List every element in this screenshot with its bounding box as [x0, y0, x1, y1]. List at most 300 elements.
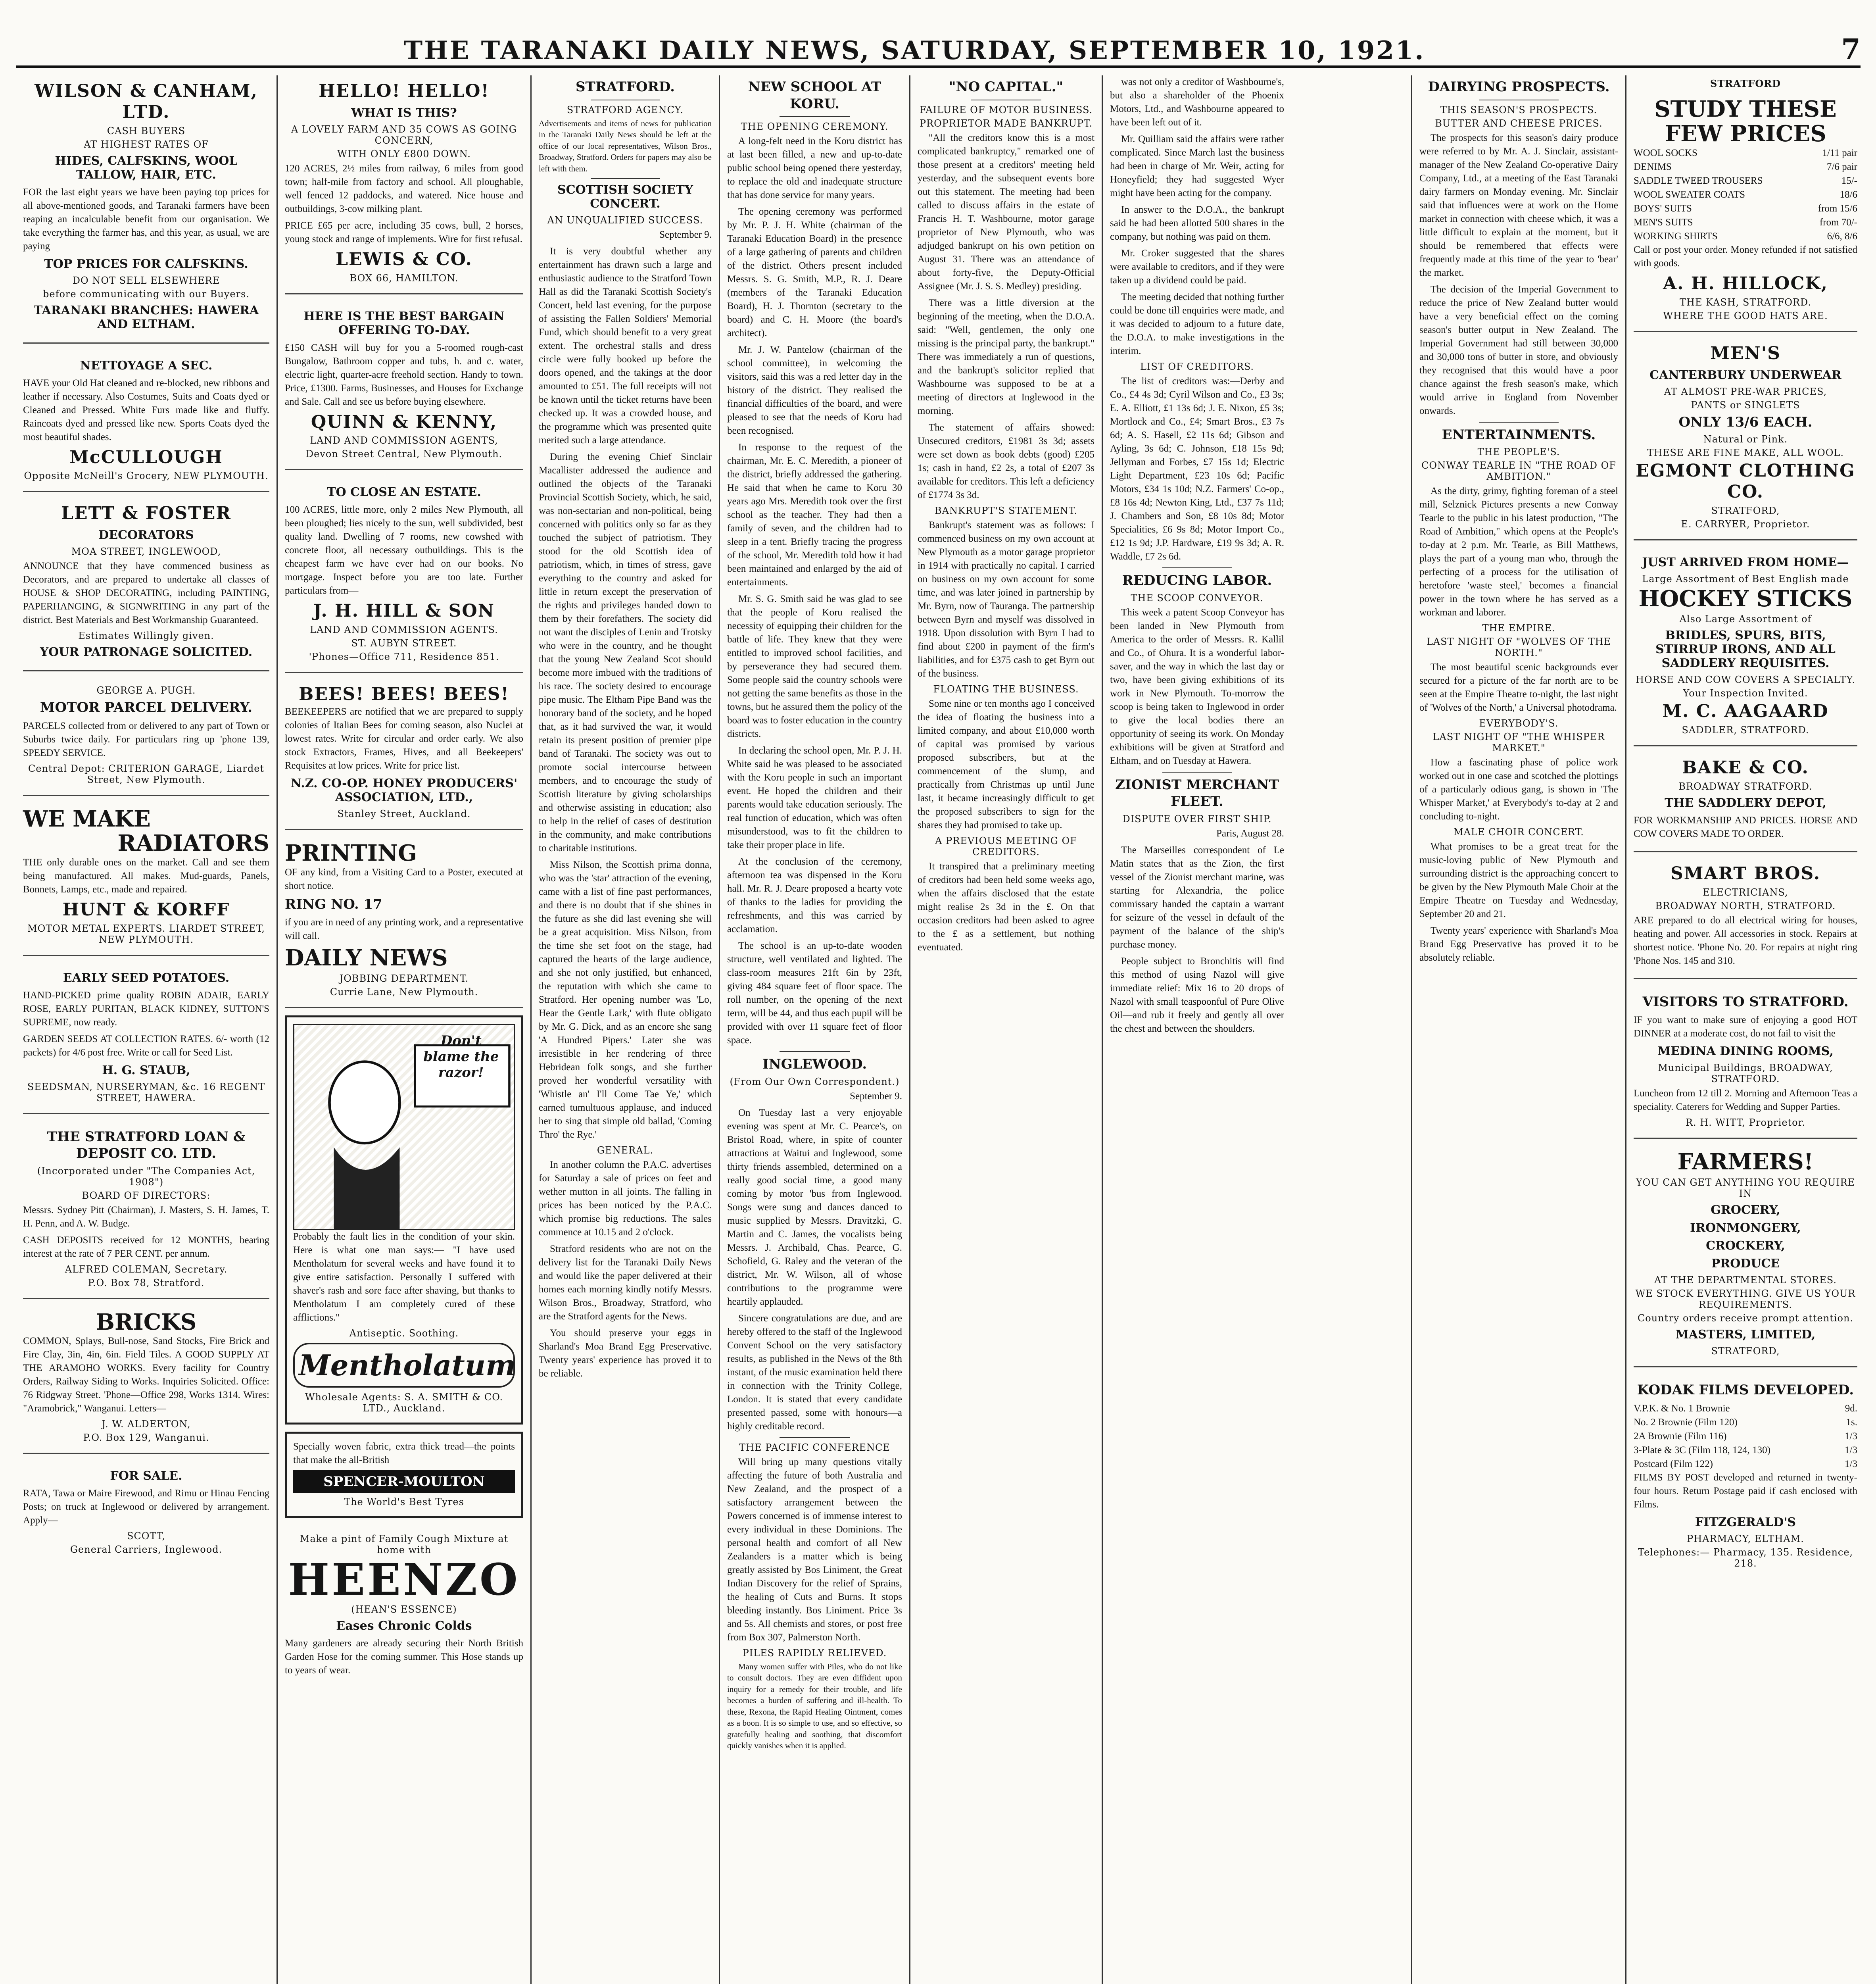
price-item: BOYS' SUITS: [1634, 203, 1692, 214]
article-heading: BANKRUPT'S STATEMENT.: [935, 505, 1077, 516]
ad-name: LETT & FOSTER: [61, 503, 231, 524]
article-date: September 9.: [659, 229, 712, 240]
ad-line: DO NOT SELL ELSEWHERE: [72, 275, 220, 286]
ad-line: AT HIGHEST RATES OF: [84, 138, 209, 150]
ad-name: MEDINA DINING ROOMS,: [1657, 1044, 1834, 1059]
ad-line: Natural or Pink.: [1703, 434, 1788, 445]
ad-body: HAVE your Old Hat cleaned and re-blocked, new ribbons and leather if necessary. Also Costumes, Suits and Coats dyed or Cleaned and Pressed. White Furs made like and fluffy. Raincoats dyed and pressed like new. Sports Coats dyed the most beautiful shades.: [23, 377, 269, 442]
price-value: 1/3: [1845, 1445, 1857, 1456]
ad-lett-foster: [23, 498, 269, 671]
ad-line: Estimates Willingly given.: [78, 630, 214, 642]
divider: [1479, 422, 1558, 423]
ad-line: ELECTRICIANS,: [1703, 886, 1788, 898]
divider: [591, 178, 660, 179]
price-item: 3-Plate & 3C (Film 118, 124, 130): [1634, 1445, 1770, 1456]
price-item: 2A Brownie (Film 116): [1634, 1431, 1727, 1442]
razor-man-illustration: [293, 1024, 515, 1230]
ad-title: STUDY THESE FEW PRICES: [1654, 96, 1837, 147]
ad-line: CANTERBURY UNDERWEAR: [1649, 368, 1841, 382]
ad-name: N.Z. CO-OP. HONEY PRODUCERS' ASSOCIATION, LTD.,: [290, 776, 518, 804]
divider: [780, 116, 849, 117]
ad-line: LAND AND COMMISSION AGENTS.: [310, 624, 498, 636]
article-paragraph: Mr. Quilliam said the affairs were rather complicated. Since March last the business had been in charge of Mr. Weir, acting for Honeyfield; they had suggested Wyer might have been acting for the company.: [1110, 134, 1284, 198]
article-subheading: CONWAY TEARLE IN "THE ROAD OF AMBITION.": [1421, 460, 1616, 482]
ad-line: Antiseptic. Soothing.: [349, 1327, 459, 1339]
price-row: [1634, 202, 1857, 215]
article-paragraph: Mr. S. G. Smith said he was glad to see that the people of Koru realised the necessity of equipping their children for the battle of life. They knew that they were entitled to improved school facilities, and by perseverance they had secured them. Some people said the country schools were not getting the same benefits as those in the towns, but he assured them the policy of the board was to foster education in the country districts.: [727, 594, 902, 739]
price-row: [1634, 146, 1857, 160]
article-paragraph: In response to the request of the chairman, Mr. E. C. Meredith, a pioneer of the district, briefly addressed the gathering. He said that when he came to Koru 30 years ago Mrs. Meredith took over the first school as the teacher. They had then a family of seven, and the children had to sleep in a tent. Briefly tracing the progress of the school, Mr. Meredith told how it had been maintained and enlarged by the aid of entertainments.: [727, 442, 902, 588]
ad-name: H. G. STAUB,: [102, 1063, 190, 1077]
article-body: Advertisements and items of news for publication in the Taranaki Daily News should be left at the office of our local representatives, Wilson Bros., Broadway, Stratford. Orders for papers may also be left with them.: [539, 118, 712, 173]
article-paragraph: At the conclusion of the ceremony, afternoon tea was dispensed in the Koru hall. Mr. R. J. Deare proposed a hearty vote of thanks to the ladies for providing the refreshments, and this was carried by acclamation.: [727, 856, 902, 934]
price-row: [1634, 1457, 1857, 1471]
ad-body: ANNOUNCE that they have commenced business as Decorators, and are prepared to undertake all classes of HOUSE & SHOP DECORATING, including PAINTING, PAPERHANGING, & SIGNWRITING in any part of the district. Best Materials and Best Workmanship Guaranteed.: [23, 561, 269, 626]
price-item: No. 2 Brownie (Film 120): [1634, 1417, 1738, 1428]
article-paragraph: It is very doubtful whether any entertainment has drawn such a large and enthusiastic audience to the Stratford Town Hall as did the Taranaki Scottish Society's Concert, held last evening, for the purpose of assisting the Fallen Soldiers' Memorial Fund, which should benefit to a very great extent. The orchestral stalls and dress circle were fully booked up before the doors opened, and the takings at the door amounted to £51. The full receipts will not be known until the ticket returns have been checked up. It was a crowded house, and the programme which was presented quite merited such a large attendance.: [539, 246, 712, 446]
column-4: [720, 75, 910, 1984]
column-5: [910, 75, 1103, 1984]
ad-line: YOU CAN GET ANYTHING YOU REQUIRE IN: [1636, 1177, 1855, 1199]
column-8: [1626, 75, 1864, 1984]
price-item: WORKING SHIRTS: [1634, 231, 1718, 242]
ad-name: MASTERS, LIMITED,: [1675, 1327, 1816, 1342]
article-subheading: THE SCOOP CONVEYOR.: [1131, 592, 1263, 604]
article-paragraph: The opening ceremony was performed by Mr. P. J. H. White (chairman of the Taranaki Education Board) in the presence of a large gathering of parents and children of the district. Others present included Messrs. S. G. Smith, M.P., R. J. Deare (members of the Taranaki Education Board), H. J. Thornton (secretary to the board) and C. H. Moore (the board's architect).: [727, 206, 902, 338]
ad-line: Telephones:— Pharmacy, 135. Residence, 218.: [1638, 1547, 1853, 1569]
ad-line: CROCKERY,: [1706, 1238, 1785, 1253]
article-paragraph: The statement of affairs showed: Unsecured creditors, £1981 3s 3d; assets were set down as book debts (good) £205 1s; cash in hand, £2 2s, a total of £207 3s available for creditors. This left a deficiency of £1774 3s 3d.: [918, 422, 1094, 500]
ad-kodak: [1634, 1373, 1857, 1579]
ad-address: PHARMACY, ELTHAM.: [1687, 1533, 1804, 1545]
ad-line: BRIDLES, SPURS, BITS, STIRRUP IRONS, AND ALL SADDLERY REQUISITES.: [1655, 629, 1836, 671]
ad-line: WE STOCK EVERYTHING. GIVE US YOUR REQUIREMENTS.: [1635, 1288, 1856, 1310]
ad-line: IRONMONGERY,: [1690, 1221, 1801, 1235]
column-2: [278, 75, 532, 1984]
ad-address: STRATFORD,: [1711, 1345, 1780, 1357]
article-paragraph: In another column the P.A.C. advertises for Saturday a sale of prices on feet and wether mutton in all joints. The falling in prices has been noticed by the P.A.C. which promise big reductions. The sales commence at 10.15 and 2 o'clock.: [539, 1159, 712, 1238]
price-item: WOOL SWEATER COATS: [1634, 189, 1745, 200]
ad-line: Wholesale Agents: S. A. SMITH & CO. LTD., Auckland.: [305, 1391, 503, 1414]
ad-line: LAND AND COMMISSION AGENTS,: [310, 435, 498, 446]
ad-name: SMART BROS.: [1670, 863, 1821, 884]
price-value: from 70/-: [1819, 217, 1857, 228]
article-paragraph: As the dirty, grimy, fighting foreman of a steel mill, Selznick Pictures presents a new Conway Tearle to the public in his latest production, "The Road of Ambition," which opens at the People's to-day at 2 p.m. Mr. Tearle, as Bill Matthews, plays the part of a young man who, through the perfecting of a process for the utilisation of heretofore 'waste steel,' becomes a financial power in the town where he has served as a workman and laborer.: [1419, 486, 1618, 618]
ad-line: TARANAKI BRANCHES: HAWERA AND ELTHAM.: [33, 303, 259, 331]
ad-stratford-loan: [23, 1120, 269, 1299]
ad-name: J. H. HILL & SON: [313, 601, 495, 621]
article-paragraph: Bankrupt's statement was as follows: I commenced business on my own account at New Plymouth as a motor garage proprietor in 1914 with practically no capital. I carried on business on my own account for some time, and was later joined in partnership by Mr. Byrn, now of Tauranga. The partnership between Byrn and myself was dissolved in 1918. Upon dissolution with Byrn I had to find about £200 in payment of the firm's liabilities, and for £375 cash to get Byrn out of the business.: [918, 519, 1094, 679]
ad-body: RATA, Tawa or Maire Firewood, and Rimu or Hinau Fencing Posts; on truck at Inglewood or delivered by arrangement. Apply—: [23, 1488, 269, 1526]
ad-study-prices: [1634, 92, 1857, 332]
article-heading: NEW SCHOOL AT KORU.: [748, 79, 881, 112]
ad-name: LEWIS & CO.: [336, 249, 472, 269]
ad-line: Also Large Assortment of: [1679, 613, 1812, 625]
ad-title: RADIATORS: [117, 830, 269, 857]
ad-body: THE only durable ones on the market. Call and see them being manufactured. All makes. Mud-guards, Panels, Bonnets, Lamps, etc., made and repaired.: [23, 857, 269, 895]
article-paragraph: Some nine or ten months ago I conceived the idea of floating the business into a limited company, and about £10,000 worth of capital was promised by various proposed subscribers, but at the commencement of the slump, and practically from Christmas up until June last, it became increasingly difficult to get the proposed subscribers to sign for the shares they had promised to take up.: [918, 698, 1094, 831]
article-heading: PILES RAPIDLY RELIEVED.: [742, 1647, 887, 1659]
ad-name: FITZGERALD'S: [1695, 1515, 1796, 1530]
newspaper-title: THE TARANAKI DAILY NEWS, SATURDAY, SEPTEMBER 10, 1921.: [403, 36, 1425, 65]
ad-title: WILSON & CANHAM, LTD.: [35, 81, 258, 122]
price-item: DENIMS: [1634, 161, 1672, 173]
article-subheading: THE OPENING CEREMONY.: [741, 121, 889, 132]
price-item: WOOL SOCKS: [1634, 148, 1697, 159]
article-subheading: DISPUTE OVER FIRST SHIP.: [1122, 813, 1272, 825]
article-paragraph: Mr. Croker suggested that the shares were available to creditors, and if they were taken up a dividend could be paid.: [1110, 248, 1284, 286]
ad-caption: Don't blame the razor!: [423, 1033, 499, 1081]
ad-address: ST. AUBYN STREET.: [351, 638, 457, 649]
article-heading: SCOTTISH SOCIETY CONCERT.: [557, 183, 693, 211]
ad-line: E. CARRYER, Proprietor.: [1681, 518, 1810, 530]
ad-name: QUINN & KENNY,: [311, 411, 497, 432]
price-value: 1s.: [1846, 1417, 1857, 1428]
column-6: [1103, 75, 1412, 1984]
ad-body: OF any kind, from a Visiting Card to a Poster, executed at short notice.: [285, 867, 523, 891]
article-paragraph: People subject to Bronchitis will find this method of using Nazol will give immediate relief: Mix 16 to 20 drops of Nazol with small teaspoonful of Pure Olive Oil—and rub it freely and gently all over the chest and between the shoulders.: [1110, 955, 1284, 1034]
ad-wilson-canham: [23, 75, 269, 344]
price-item: Postcard (Film 122): [1634, 1459, 1713, 1470]
ad-title: MEN'S: [1710, 343, 1781, 363]
article-subheading: LAST NIGHT OF "WOLVES OF THE NORTH.": [1426, 636, 1611, 658]
ad-title: HERE IS THE BEST BARGAIN OFFERING TO-DAY.: [303, 309, 505, 337]
ad-line: JOBBING DEPARTMENT.: [339, 973, 469, 984]
ad-address: P.O. Box 78, Stratford.: [88, 1277, 205, 1288]
ad-address: BROADWAY NORTH, STRATFORD.: [1655, 900, 1836, 911]
article-paragraph: The meeting decided that nothing further could be done till enquiries were made, and it was decided to adjourn to a future date, the D.O.A. to make investigations in the interim.: [1110, 292, 1284, 356]
article-subheading: PROPRIETOR MADE BANKRUPT.: [919, 117, 1093, 129]
ad-body: FOR the last eight years we have been paying top prices for all above-mentioned goods, and Taranaki farmers have been reaping an incalculable benefit from our organisation. We take everything the farmer has, and this year, as usual, we are paying: [23, 186, 269, 252]
article-subheading: LAST NIGHT OF "THE WHISPER MARKET.": [1432, 731, 1605, 754]
ad-line: (HEAN'S ESSENCE): [351, 1604, 457, 1615]
article-subheading: EVERYBODY'S.: [1479, 718, 1559, 729]
ad-address: STRATFORD,: [1711, 505, 1780, 516]
article-heading: LIST OF CREDITORS.: [1140, 361, 1254, 372]
ad-bricks: [23, 1305, 269, 1454]
ad-title: NETTOYAGE A SEC.: [80, 358, 213, 373]
ad-line: DECORATORS: [98, 528, 194, 542]
article-subheading: MALE CHOIR CONCERT.: [1454, 827, 1584, 838]
column-3: [532, 75, 720, 1984]
ad-body: Call or post your order. Money refunded if not satisfied with goods.: [1634, 244, 1857, 269]
ad-line: BOARD OF DIRECTORS:: [82, 1190, 211, 1201]
ad-address: Stanley Street, Auckland.: [337, 808, 471, 819]
ad-hello: [285, 75, 523, 294]
price-row: [1634, 1443, 1857, 1457]
ad-title: HOCKEY STICKS: [1638, 585, 1853, 612]
article-heading: THE PACIFIC CONFERENCE: [739, 1442, 890, 1453]
article-heading: ENTERTAINMENTS.: [1442, 427, 1596, 443]
price-value: 1/3: [1845, 1459, 1857, 1470]
article-heading: DAIRYING PROSPECTS.: [1428, 79, 1610, 95]
article-subheading: AN UNQUALIFIED SUCCESS.: [547, 215, 703, 226]
article-paragraph: Many women suffer with Piles, who do not like to consult doctors. They are even diffident upon inquiry for a remedy for their trouble, and life becomes a burden of suffering and ill-health. To these, Rexona, the Rapid Healing Ointment, comes as a boon. It is so simple to use, and so effective, so gratefully healing and soothing, that discomfort quickly vanishes when it is applied.: [727, 1661, 902, 1751]
article-paragraph: The decision of the Imperial Government to reduce the price of New Zealand butter would have a very beneficial effect on the coming season's butter output in New Zealand. The Imperial Government had still between 30,000 and 30,000 tons of butter in store, and obviously they recognised that this would have a poor chance against the fresh season's make, which would arrive in England from November onwards.: [1419, 284, 1618, 416]
page-number: 7: [1841, 33, 1861, 65]
ad-address: SADDLER, STRATFORD.: [1682, 725, 1809, 736]
ad-hunt-korff: [23, 802, 269, 956]
ad-name: SCOTT,: [127, 1530, 166, 1542]
ad-body: GARDEN SEEDS AT COLLECTION RATES. 6/- worth (12 packets) for 4/6 post free. Write or call for Seed List.: [23, 1033, 269, 1058]
ad-masters: [1634, 1144, 1857, 1367]
article-paragraph: What promises to be a great treat for the music-loving public of New Plymouth and surrounding district is the approaching concert to be given by the New Plymouth Male Choir at the Empire Theatre on Tuesday and Wednesday, September 20 and 21.: [1419, 841, 1618, 919]
ad-line: WHERE THE GOOD HATS ARE.: [1663, 310, 1828, 321]
article-paragraph: Stratford residents who are not on the delivery list for the Taranaki Daily News and would like the paper delivered at their homes each morning kindly notify Messrs. Wilson Bros., Broadway, Stratford, who are the Stratford agents for the News.: [539, 1244, 712, 1322]
article-paragraph: On Tuesday last a very enjoyable evening was spent at Mr. C. Pearce's, on Bristol Road, where, in spite of counter attractions at Waitui and Inglewood, some thirty friends assembled, determined on a really good social time, a good many coming by motor 'bus from Inglewood. Songs were sung and dances danced to music supplied by Messrs. Dravitzki, G. Martin and C. James, the vocalists being Messrs. J. Archibald, Chas. Pearce, G. Schofield, G. Raley and the veteran of the district, Mr. W. Wilson, all of whose contributions to the programme were heartily applauded.: [727, 1107, 902, 1307]
article-subheading: (From Our Own Correspondent.): [730, 1076, 900, 1087]
article-subheading: THIS SEASON'S PROSPECTS.: [1440, 104, 1598, 115]
ad-name: BAKE & CO.: [1682, 757, 1809, 778]
ad-name: J. W. ALDERTON,: [102, 1419, 191, 1430]
ad-name: GEORGE A. PUGH.: [96, 685, 196, 696]
price-item: SADDLE TWEED TROUSERS: [1634, 175, 1763, 186]
ad-name: HUNT & KORFF: [62, 899, 230, 920]
ad-address: General Carriers, Inglewood.: [70, 1544, 223, 1555]
ad-address: Central Depot: CRITERION GARAGE, Liardet Street, New Plymouth.: [28, 763, 265, 785]
ad-body: BEEKEEPERS are notified that we are prepared to supply colonies of Italian Bees for coming season, also Nuclei at lowest rates. Write for circular and order early. We also stock Extractors, Frames, Hives, and all Beekeepers' Requisites at low prices. Write for price list.: [285, 706, 523, 771]
ad-line: AT THE DEPARTMENTAL STORES.: [1654, 1274, 1837, 1286]
ad-name: SPENCER-MOULTON: [293, 1470, 515, 1494]
ad-name: THE STRATFORD LOAN & DEPOSIT CO. LTD.: [47, 1128, 246, 1162]
article-paragraph: The school is an up-to-date wooden structure, well ventilated and lighted. The class-room measures 21ft 6in by 23ft, giving 484 square feet of floor space. The roll number, on the opening of the next term, will be 44, and thus each pupil will be provided with over 11 square feet of floor space.: [727, 940, 902, 1046]
ad-line: Make a pint of Family Cough Mixture at home with: [300, 1533, 509, 1556]
ad-address: MOA STREET, INGLEWOOD,: [71, 546, 221, 558]
ad-egmont-clothing: [1634, 338, 1857, 540]
ad-title: EARLY SEED POTATOES.: [63, 971, 230, 985]
ad-line: Country orders receive prompt attention.: [1637, 1312, 1854, 1324]
ad-body: Messrs. Sydney Pitt (Chairman), J. Masters, S. H. James, T. H. Penn, and A. W. Budge.: [23, 1204, 269, 1229]
ad-line: THE SADDLERY DEPOT,: [1665, 796, 1826, 810]
masthead: [16, 33, 1861, 68]
ad-line: HIDES, CALFSKINS, WOOL TALLOW, HAIR, ETC.: [55, 154, 238, 182]
ad-line: PRODUCE: [1711, 1256, 1780, 1271]
ad-title: FARMERS!: [1677, 1149, 1814, 1175]
article-paragraph: In declaring the school open, Mr. P. J. H. White said he was pleased to be associated with the Koru people in such an important event. He hoped the children and their parents would take education seriously. The real function of education, which was often misunderstood, was to fit the children to take their proper place in life.: [727, 745, 902, 850]
price-value: 1/11 pair: [1822, 148, 1857, 159]
ad-line: WITH ONLY £800 DOWN.: [337, 148, 471, 160]
ad-smart-bros: [1634, 858, 1857, 979]
article-subheading: BUTTER AND CHEESE PRICES.: [1435, 117, 1603, 129]
ad-address: Opposite McNeill's Grocery, NEW PLYMOUTH.: [24, 470, 269, 482]
article-subheading: STRATFORD AGENCY.: [566, 104, 684, 115]
ad-line: Your Inspection Invited.: [1683, 688, 1808, 699]
article-paragraph: Will bring up many questions vitally affecting the future of both Australia and New Zealand, and the prospect of a satisfactory arrangement between the Powers concerned is of immense interest to every individual in these Dominions. The personal health and comfort of all New Zealanders is a matter which is being greatly assisted by Bos Liniment, the Great Indian Discovery for the relief of Sprains, the healing of Cuts and Burns. It stops bleeding instantly. Bos Liniment. Price 3s and 5s. All chemists and stores, or post free from Box 307, Palmerston North.: [727, 1456, 902, 1643]
ad-name: DAILY NEWS: [285, 945, 448, 971]
ad-name: A. H. HILLOCK,: [1663, 273, 1828, 294]
ad-address: BOX 66, HAMILTON.: [349, 272, 459, 284]
ad-heading: STRATFORD: [1710, 78, 1781, 89]
ad-line: THESE ARE FINE MAKE, ALL WOOL.: [1647, 447, 1844, 459]
price-row: [1634, 229, 1857, 243]
article-paragraph: It transpired that a preliminary meeting of creditors had been held some weeks ago, when the affairs disclosed that the estate might realise 2s 3d in the £. On that occasion creditors had been asked to agree to the £ as a settlement, but nothing eventuated.: [918, 861, 1094, 953]
ad-line: YOUR PATRONAGE SOLICITED.: [40, 645, 253, 659]
ad-body: CASH DEPOSITS received for 12 MONTHS, bearing interest at the rate of 7 PER CENT. per annum.: [23, 1234, 269, 1259]
divider: [780, 1437, 849, 1438]
ad-name: EGMONT CLOTHING CO.: [1636, 461, 1855, 502]
price-value: 6/6, 8/6: [1827, 231, 1857, 242]
article-paragraph: How a fascinating phase of police work worked out in one case and scotched the plottings of a particularly odious gang, is shown in 'The Whisper Market,' at Everybody's to-day at 2 and concluding to-night.: [1419, 757, 1618, 822]
ad-line: Large Assortment of Best English made: [1642, 573, 1849, 584]
ad-spencer-moulton: [285, 1432, 523, 1519]
ad-body: ARE prepared to do all electrical wiring for houses, heating and power. All accessories in stock. Repairs at shortest notice. 'Phone No. 20. For repairs at night ring 'Phone Nos. 145 and 310.: [1634, 915, 1857, 966]
price-row: [1634, 1415, 1857, 1429]
price-row: [1634, 215, 1857, 229]
divider: [1162, 567, 1232, 568]
ad-bake: [1634, 752, 1857, 852]
ad-line: ALFRED COLEMAN, Secretary.: [65, 1263, 228, 1275]
article-paragraph: The prospects for this season's dairy produce were referred to by Mr. A. J. Sinclair, assistant-manager of the New Zealand Co-operative Dairy Company, Ltd., at a meeting of the East Taranaki dairy farmers on Monday evening. Mr. Sinclair said that influences were at work on the Home market in connection with cheese which, it was a little difficult to explain at the moment, but it should be remembered that effects were frequently made at this time of the year to 'bear' the market.: [1419, 132, 1618, 278]
ad-body: 100 ACRES, little more, only 2 miles New Plymouth, all been ploughed; lies nicely to the sun, well subdivided, best quality land. Dwelling of 7 rooms, new cowshed with concrete floor, all necessary outbuildings. This is the cheapest farm we have ever had on our books. No mortgage. Inspect before you are too late. Further particulars from—: [285, 504, 523, 596]
ad-title: TO CLOSE AN ESTATE.: [327, 485, 481, 500]
article-paragraph: The Marseilles correspondent of Le Matin states that as the Zion, the first vessel of the Zionist merchant marine, was starting for Alexandria, the police commissary handed the captain a warrant for seizure of the vessel in default of the payment of the balance of the ship's purchase money.: [1110, 844, 1284, 950]
column-7: [1412, 75, 1626, 1984]
article-paragraph: Miss Nilson, the Scottish prima donna, who was the 'star' attraction of the evening, came with a list of fine past performances, and there is no doubt that if she shines in the future as she did last evening she will be a great acquisition. Miss Nilson, from the time she set foot on the stage, had captured the hearts of the large audience, and she not only justified, but enhanced, the reputation with which she came to Stratford. Her opening number was 'Lo, Hear the Gentle Lark,' with flute obligato by Mr. G. Dick, and as an encore she sang 'A Hundred Pipers.' Later she was irresistible in her rendering of three Hebridean folk songs, and she further proved her wonderful versatility with 'Whistle an' I'll Come Tae Ye,' which earned tumultuous applause, and induced her to sing that simple old ballad, 'Coming Thro' the Rye.': [539, 859, 712, 1140]
price-row: [1634, 160, 1857, 174]
ad-line: AT ALMOST PRE-WAR PRICES,: [1664, 386, 1827, 397]
ad-medina: [1634, 985, 1857, 1139]
article-date: Paris, August 28.: [1216, 828, 1284, 839]
article-heading: REDUCING LABOR.: [1122, 573, 1272, 588]
article-subheading: FAILURE OF MOTOR BUSINESS.: [919, 104, 1093, 115]
article-paragraph: This week a patent Scoop Conveyor has been landed in New Plymouth from America to the order of Messrs. R. Kallil and Co., of Ohura. It is a wonderful labor-saver, and the way in which the last day or two, have been giving exhibitions of its work in New Plymouth. To-morrow the scoop is being taken to Inglewood in order to give the local bodies there an opportunity of seeing its work. On Monday exhibitions will be given at Stratford and Eltham, and on Tuesday at Hawera.: [1110, 607, 1284, 766]
ad-address: BROADWAY STRATFORD.: [1678, 781, 1813, 792]
ad-title: BEES! BEES! BEES!: [299, 684, 509, 705]
ad-body: Many gardeners are already securing their North British Garden Hose for the coming summer. This Hose stands up to years of wear.: [285, 1638, 523, 1676]
ad-body: Probably the fault lies in the condition of your skin. Here is what one man says:— "I have used Mentholatum for several weeks and have found it to give entire satisfaction. Personally I suffered with shaver's rash and sore face after shaving, but thanks to Mentholatum I am completely cured of these afflictions.": [293, 1231, 515, 1323]
article-heading: INGLEWOOD.: [762, 1056, 867, 1072]
ad-line: CASH BUYERS: [107, 125, 186, 136]
ad-mentholatum: [285, 1015, 523, 1425]
article-heading: A PREVIOUS MEETING OF CREDITORS.: [935, 835, 1077, 857]
ad-body: FILMS BY POST developed and returned in twenty-four hours. Return Postage paid if cash enclosed with Films.: [1634, 1472, 1857, 1510]
article-paragraph: In answer to the D.O.A., the bankrupt said he had been allotted 500 shares in the company, but nothing was paid on them.: [1110, 204, 1284, 242]
ad-pugh: [23, 677, 269, 796]
ad-line: TOP PRICES FOR CALFSKINS.: [44, 257, 248, 271]
ad-heenzo: [285, 1525, 523, 1688]
price-value: 7/6 pair: [1826, 161, 1857, 173]
price-item: V.P.K. & No. 1 Brownie: [1634, 1403, 1730, 1414]
article-paragraph: The most beautiful scenic backgrounds ever secured for a picture of the far north are to be seen at the Empire Theatre to-night, the last night of 'Wolves of the North,' a Universal photodrama.: [1419, 662, 1618, 713]
article-paragraph: A long-felt need in the Koru district has at last been filled, a new and up-to-date public school being opened there yesterday, to replace the old and inadequate structure that has done service for many years.: [727, 136, 902, 200]
ad-address: Devon Street Central, New Plymouth.: [305, 448, 503, 460]
ad-line: WHAT IS THIS?: [351, 106, 457, 120]
article-subheading: THE EMPIRE.: [1482, 623, 1555, 634]
ad-body: FOR WORKMANSHIP AND PRICES. HORSE AND COW COVERS MADE TO ORDER.: [1634, 815, 1857, 840]
ad-line: RING NO. 17: [285, 896, 382, 912]
article-subheading: THE PEOPLE'S.: [1477, 446, 1560, 458]
price-list: [1634, 146, 1857, 243]
article-paragraph: Sincere congratulations are due, and are hereby offered to the staff of the Inglewood Convent School on the very satisfactory results, as published in the News of the 8th instant, of the music examination held there in connection with the Trinity College, London. It is stated that every candidate presented passed, some with honours—a highly creditable record.: [727, 1313, 902, 1432]
ad-line: Eases Chronic Colds: [336, 1619, 472, 1633]
ad-title: HELLO! HELLO!: [319, 81, 490, 101]
article-heading: ZIONIST MERCHANT FLEET.: [1115, 777, 1279, 809]
price-value: 15/-: [1841, 175, 1857, 186]
article-paragraph: Twenty years' experience with Sharland's Moa Brand Egg Preservative has proved it to be absolutely reliable.: [1419, 925, 1618, 963]
ad-nettoyage: [23, 349, 269, 492]
ad-line: R. H. WITT, Proprietor.: [1685, 1117, 1806, 1128]
article-paragraph: During the evening Chief Sinclair Macallister addressed the audience and outlined the objects of the Taranaki Provincial Scottish Society, which, he said, was non-sectarian and non-political, being concerned with politics only so far as they touched the subject of patriotism. They stood for the old Scottish idea of patriotism, which, in times of stress, gave everything to the country and asked for little in return except the preservation of the rights and privileges handed down to them by their forefathers. The society did not want the disciples of Lenin and Trotsky who were in the country, and he thought that the young New Zealand Scot should become more imbued with the traditions of his race. The society desired to encourage pipe music. The Eltham Pipe Band was the honorary band of the society, and he hoped that, as it had survived the war, it would retain its present position of premier pipe band of Taranaki. The society was out to promote social intercourse between members, and to encourage the study of Scottish literature by giving scholarships and otherwise assisting in education; also to help in the relief of cases of destitution in the community, and make contributions to charitable institutions.: [539, 452, 712, 854]
ad-body: if you are in need of any printing work, and a representative will call.: [285, 917, 523, 942]
ad-line: HORSE AND COW COVERS A SPECIALTY.: [1635, 674, 1856, 686]
ad-line: 'Phones—Office 711, Residence 851.: [309, 651, 499, 663]
ad-title: KODAK FILMS DEVELOPED.: [1637, 1382, 1854, 1398]
price-row: [1634, 188, 1857, 202]
ad-bargain: [285, 300, 523, 471]
ad-for-sale: [23, 1459, 269, 1565]
price-value: from 15/6: [1818, 203, 1857, 214]
ad-address: MOTOR METAL EXPERTS. LIARDET STREET, NEW PLYMOUTH.: [27, 923, 265, 945]
price-row: [1634, 1401, 1857, 1415]
ad-line: before communicating with our Buyers.: [43, 288, 250, 300]
heenzo-logo: HEENZO: [288, 1554, 520, 1605]
article-paragraph: There was a little diversion at the beginning of the meeting, when the D.O.A. said: "Well, gentlemen, the only one missing is the principal party, the bankrupt." There was immediately a run of questions, and the bankrupt's solicitor replied that Washbourne was supposed to be at a meeting of directors at Inglewood in the morning.: [918, 297, 1094, 416]
ad-address: Municipal Buildings, BROADWAY, STRATFORD.: [1658, 1062, 1833, 1085]
ad-address: Currie Lane, New Plymouth.: [330, 986, 478, 998]
ad-body: PRICE £65 per acre, including 35 cows, bull, 2 horses, young stock and range of implements. Wire for first refusal.: [285, 220, 523, 244]
ad-address: P.O. Box 129, Wanganui.: [83, 1432, 209, 1444]
ad-estate: [285, 476, 523, 673]
ad-aagaard: [1634, 546, 1857, 746]
ad-line: ONLY 13/6 EACH.: [1678, 414, 1813, 430]
article-paragraph: You should preserve your eggs in Sharland's Moa Brand Egg Preservative. Twenty years' experience has proved it to be reliable.: [539, 1328, 712, 1379]
ad-name: M. C. AAGAARD: [1662, 701, 1829, 722]
divider: [1162, 772, 1232, 773]
divider: [780, 1051, 849, 1052]
article-heading: "NO CAPITAL.": [949, 79, 1064, 95]
ad-body: 120 ACRES, 2½ miles from railway, 6 miles from good town; half-mile from factory and school. All ploughable, well fenced 12 paddocks, and watered. Nice house and outbuildings, 3-cow milking plant.: [285, 163, 523, 214]
ad-title: VISITORS TO STRATFORD.: [1642, 994, 1849, 1010]
ad-body: PARCELS collected from or delivered to any part of Town or Suburbs twice daily. For particulars ring up 'phone 139, SPEEDY SERVICE.: [23, 720, 269, 758]
ad-title: WE MAKE: [23, 806, 151, 832]
article-paragraph: Mr. J. W. Pantelow (chairman of the school committee), in welcoming the visitors, said this was a red letter day in the history of the district. They realised the financial difficulties of the board, and were pleased to see that the needs of Koru had been recognised.: [727, 344, 902, 436]
ad-bees: [285, 679, 523, 830]
ad-line: A LOVELY FARM AND 35 COWS AS GOING CONCERN,: [291, 123, 517, 146]
ad-line: JUST ARRIVED FROM HOME—: [1642, 555, 1849, 569]
article-paragraph: The list of creditors was:—Derby and Co., £4 4s 3d; Cyril Wilson and Co., £3 3s; E. A. Elliott, £1 13s 6d; J. E. Nixon, £5 3s; Mortlock and Co., £4; Smart Bros., £3 7s 6d; A. S. Hasell, £2 11s 6d; Gibson and Ayling, 3s 6d; C. Johnson, £18 15s 9d; Jellyman and Forbes, £7 15s 1d; Electric Light Department, £23 10s 6d; Pacific Motors, £34 1s 10d; N.Z. Farmers' Co-op., £8 16s 4d; Newton King, Ltd., £37 7s 11d; J. Chambers and Son, £8 10s 8d; Motor Specialities, £6 9s 8d; Motor Import Co., £12 1s 9d; J.P. Hardware, £19 9s 3d; A. R. Waddle, £7 2s 6d.: [1110, 376, 1284, 562]
ad-body: COMMON, Splays, Bull-nose, Sand Stocks, Fire Brick and Fire Clay, 3in, 4in, 6in. Field Tiles. A GOOD SUPPLY AT THE ARAMOHO WORKS. Every facility for Country Orders, Railway Siding to Works. Inquiries Solicited. Office: 76 Ridgway Street. 'Phone—Office 298, Works 1314. Wires: "Aramobrick," Wanganui. Letters—: [23, 1336, 269, 1414]
ad-printing: [285, 836, 523, 1008]
ad-line: GROCERY,: [1711, 1203, 1780, 1217]
ad-seed-potatoes: [23, 961, 269, 1114]
ad-body: IF you want to make sure of enjoying a good HOT DINNER at a moderate cost, do not fail to visit the: [1634, 1015, 1857, 1039]
ad-body: HAND-PICKED prime quality ROBIN ADAIR, EARLY ROSE, EARLY PURITAN, BLACK KIDNEY, SUTTON'S SUPREME, now ready.: [23, 990, 269, 1028]
ad-name: McCULLOUGH: [69, 447, 223, 467]
price-item: MEN'S SUITS: [1634, 217, 1693, 228]
article-paragraph: was not only a creditor of Washbourne's, but also a shareholder of the Phoenix Motors, Ltd., and Washbourne appeared to have been left out of it.: [1110, 77, 1284, 128]
column-1: [16, 75, 278, 1984]
ad-title: BRICKS: [96, 1309, 197, 1335]
ad-title: PRINTING: [285, 840, 417, 866]
price-value: 18/6: [1840, 189, 1857, 200]
price-row: [1634, 174, 1857, 188]
article-heading: GENERAL.: [597, 1145, 654, 1156]
price-value: 9d.: [1845, 1403, 1857, 1414]
ad-address: THE KASH, STRATFORD.: [1680, 296, 1811, 308]
ad-line: PANTS or SINGLETS: [1691, 399, 1800, 411]
ad-body: Specially woven fabric, extra thick tread—the points that make the all-British: [293, 1441, 515, 1465]
ad-title: FOR SALE.: [110, 1469, 182, 1483]
ad-address: SEEDSMAN, NURSERYMAN, &c. 16 REGENT STREET, HAWERA.: [27, 1081, 265, 1104]
ad-line: (Incorporated under "The Companies Act, 1908"): [37, 1165, 255, 1188]
article-heading: FLOATING THE BUSINESS.: [933, 683, 1079, 695]
ad-body: £150 CASH will buy for you a 5-roomed rough-cast Bungalow, Bathroom copper and tubs, h. and c. water, electric light, quarter-acre freehold section. Handy to town. Price, £1300. Farms, Businesses, and Houses for Exchange and Sale. Call and see us before buying elsewhere.: [285, 342, 523, 407]
price-row: [1634, 1429, 1857, 1443]
ad-line: The World's Best Tyres: [344, 1496, 464, 1508]
article-paragraph: "All the creditors know this is a most complicated bankruptcy," remarked one of those present at a creditors' meeting held yesterday, and the subsequent events bore out this statement. The meeting had been called to discuss affairs in the estate of Francis H. T. Washbourne, motor garage proprietor of New Plymouth, who was adjudged bankrupt on his own petition on August 31. There was an attendance of about forty-five, the Deputy-Official Assignee (Mr. J. S. S. Medley) presiding.: [918, 132, 1094, 292]
ad-body: Luncheon from 12 till 2. Morning and Afternoon Teas a speciality. Caterers for Wedding and Supper Parties.: [1634, 1088, 1857, 1113]
price-value: 1/3: [1845, 1431, 1857, 1442]
